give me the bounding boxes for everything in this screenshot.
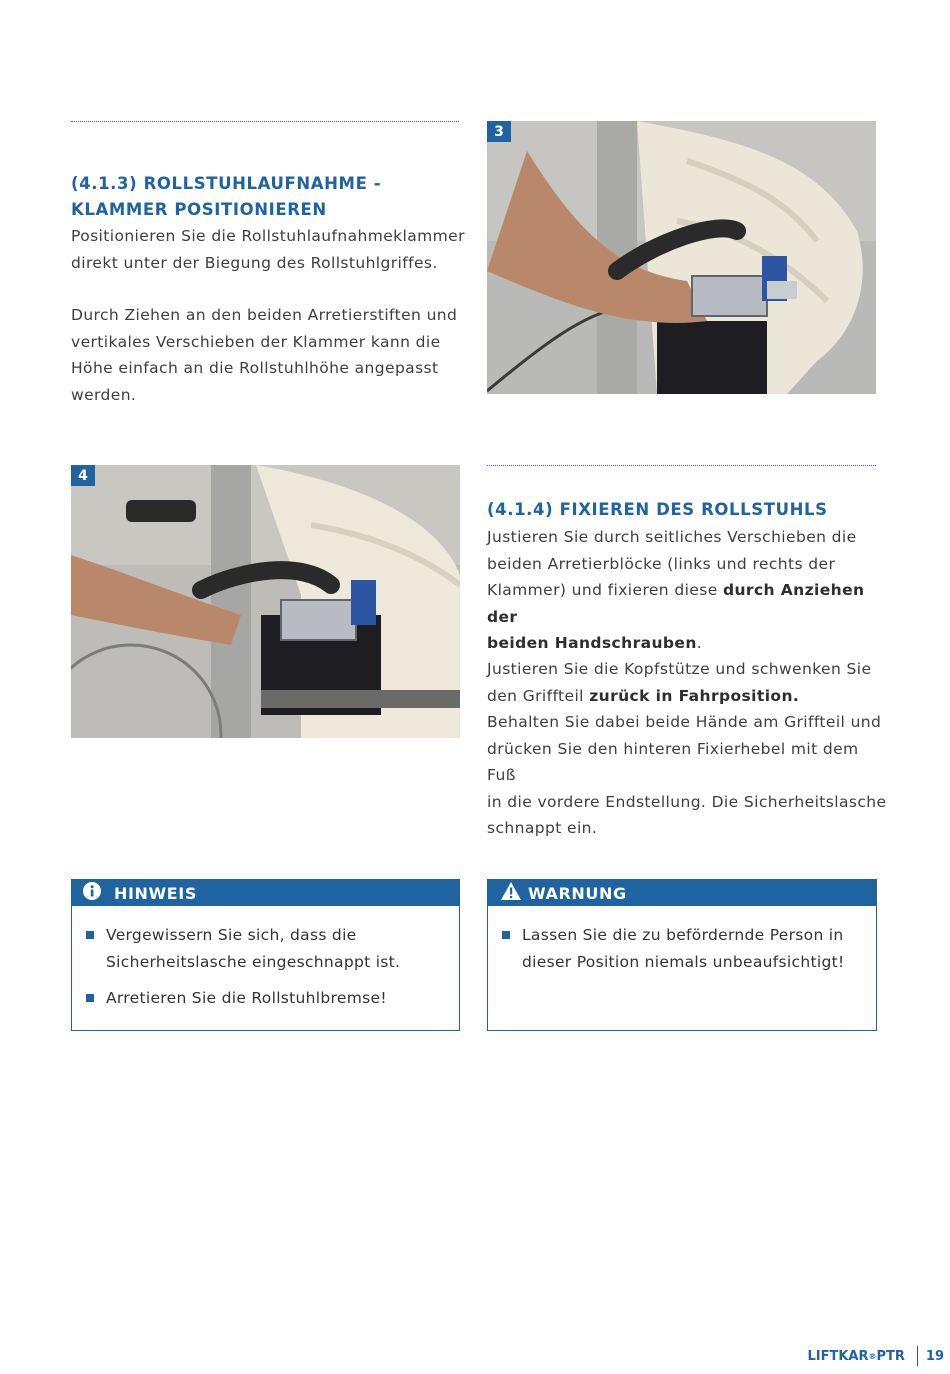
photo-4 xyxy=(71,465,460,738)
text-line: Justieren Sie durch seitliches Verschieben die xyxy=(487,528,857,546)
bullet-icon xyxy=(86,931,94,939)
heading-413-line1: (4.1.3) ROLLSTUHLAUFNAHME - xyxy=(71,174,382,193)
footer-registered-mark: ® xyxy=(868,1351,877,1361)
list-item xyxy=(502,922,876,975)
hinweis-title: HINWEIS xyxy=(114,883,197,903)
warning-triangle-icon xyxy=(500,881,522,905)
photo-4-illustration xyxy=(71,465,460,738)
text-bold: beiden Handschrauben xyxy=(487,634,697,652)
footer-brand: LIFTKAR xyxy=(807,1348,869,1364)
heading-413-line2: KLAMMER POSITIONIEREN xyxy=(71,200,327,219)
text-bold: zurück in Fahrposition. xyxy=(589,686,800,705)
footer-separator xyxy=(917,1346,918,1366)
heading-414: (4.1.4) FIXIEREN DES ROLLSTUHLS xyxy=(487,500,828,519)
text-line: Behalten Sie dabei beide Hände am Griffteil und xyxy=(487,713,882,731)
list-item xyxy=(86,922,459,975)
hinweis-box xyxy=(71,879,460,1031)
paragraph-413-1 xyxy=(71,223,471,276)
text-line xyxy=(487,683,887,710)
list-item-line: Lassen Sie die zu befördernde Person in xyxy=(522,926,844,944)
text-span: Klammer) und fixieren diese xyxy=(487,581,723,599)
bullet-icon xyxy=(86,994,94,1002)
bullet-icon xyxy=(502,931,510,939)
list-item-line: Arretieren Sie die Rollstuhlbremse! xyxy=(106,989,387,1007)
text-line: beiden Arretierblöcke (links und rechts der xyxy=(487,554,836,573)
warnung-list xyxy=(488,906,876,975)
hinweis-header xyxy=(72,880,459,906)
text-line: schnappt ein. xyxy=(487,819,598,837)
text-span: . xyxy=(696,634,703,652)
warnung-title: WARNUNG xyxy=(528,883,627,903)
text-line: werden. xyxy=(71,385,137,404)
text-line: Durch Ziehen an den beiden Arretierstiften und xyxy=(71,306,458,324)
list-item xyxy=(86,985,459,1012)
info-icon xyxy=(82,881,102,905)
warnung-header xyxy=(488,880,876,906)
footer-model: PTR xyxy=(876,1348,905,1364)
photo-3-number-badge: 3 xyxy=(487,121,511,142)
hinweis-list xyxy=(72,906,459,1012)
warnung-box xyxy=(487,879,877,1031)
text-span: den Griffteil xyxy=(487,686,590,705)
list-item-line: Sicherheitslasche eingeschnappt ist. xyxy=(106,952,401,971)
text-line: direkt unter der Biegung des Rollstuhlgriffes. xyxy=(71,253,438,272)
text-line: vertikales Verschieben der Klammer kann die xyxy=(71,332,441,351)
photo-3-illustration xyxy=(487,121,876,394)
text-bold: durch Anziehen der xyxy=(487,581,865,626)
text-line: in die vordere Endstellung. Die Sicherheitslasche xyxy=(487,792,887,811)
photo-4-number-badge: 4 xyxy=(71,465,95,486)
paragraph-413-2 xyxy=(71,302,471,408)
list-item-line: dieser Position niemals unbeaufsichtigt! xyxy=(522,952,845,971)
text-line: drücken Sie den hinteren Fixierhebel mit dem Fuß xyxy=(487,739,859,784)
text-line xyxy=(487,577,887,630)
page-footer xyxy=(807,1346,944,1366)
paragraph-414-1 xyxy=(487,524,887,657)
divider-top-left xyxy=(71,121,459,122)
text-line: Justieren Sie die Kopfstütze und schwenken Sie xyxy=(487,660,872,678)
text-line: Positionieren Sie die Rollstuhlaufnahmeklammer xyxy=(71,227,465,245)
text-line: Höhe einfach an die Rollstuhlhöhe angepasst xyxy=(71,359,439,377)
list-item-line: Vergewissern Sie sich, dass die xyxy=(106,926,357,944)
heading-413 xyxy=(71,171,381,223)
paragraph-414-2 xyxy=(487,656,887,842)
photo-3 xyxy=(487,121,876,394)
text-line xyxy=(487,630,887,657)
divider-right xyxy=(487,465,876,466)
page-number: 19 xyxy=(925,1348,944,1364)
